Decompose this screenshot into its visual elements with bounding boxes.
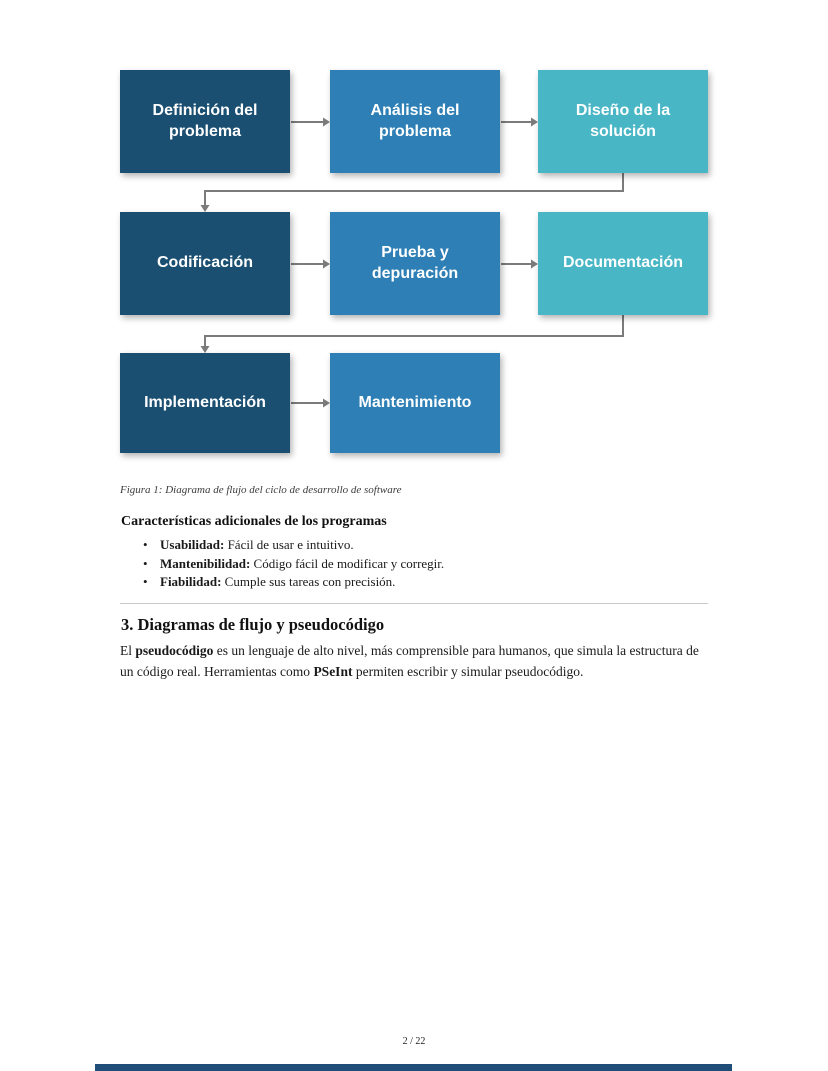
arrowhead-icon — [201, 205, 210, 212]
page-number: 2 / 22 — [402, 1036, 426, 1047]
figure-caption: Figura 1: Diagrama de flujo del ciclo de desarrollo de software — [120, 484, 402, 496]
bullet-label: Usabilidad: — [160, 537, 225, 552]
list-item — [120, 575, 710, 589]
bullet-marker: • — [143, 574, 148, 589]
section-divider — [120, 603, 708, 604]
elbow-connector — [205, 173, 623, 205]
arrowhead-icon — [531, 260, 538, 269]
next-page-top-edge — [95, 1064, 732, 1071]
paragraph — [120, 640, 712, 682]
flowchart-box-definicion-del-problema: Definición del problema — [120, 70, 290, 173]
list-item — [120, 538, 710, 552]
flowchart-box-implementacion: Implementación — [120, 353, 290, 453]
elbow-connector — [205, 315, 623, 346]
flowchart-box-mantenimiento: Mantenimiento — [330, 353, 500, 453]
section-heading-caracteristicas: Características adicionales de los programas — [121, 514, 387, 529]
bullet-marker: • — [143, 537, 148, 552]
flowchart-box-analisis-del-problema: Análisis del problema — [330, 70, 500, 173]
bullet-text — [160, 557, 444, 571]
bullet-body: Cumple sus tareas con precisión. — [221, 574, 396, 589]
section-heading-diagramas: 3. Diagramas de flujo y pseudocódigo — [121, 615, 385, 634]
flowchart-box-prueba-y-depuracion: Prueba y depuración — [330, 212, 500, 315]
flowchart-box-diseno-de-la-solucion: Diseño de la solución — [538, 70, 708, 173]
arrowhead-icon — [323, 399, 330, 408]
flowchart-box-documentacion: Documentación — [538, 212, 708, 315]
flowchart-box-codificacion: Codificación — [120, 212, 290, 315]
bullet-body: Código fácil de modificar y corregir. — [250, 555, 445, 571]
arrowhead-icon — [201, 346, 210, 353]
arrowhead-icon — [323, 260, 330, 269]
paragraph-text: El — [120, 643, 136, 658]
paragraph-text: es un lenguaje de alto nivel, más comprensible para humanos, que simula la estructura de un código real. Herramientas como — [120, 643, 699, 679]
bullet-text — [160, 575, 395, 589]
arrowhead-icon — [323, 118, 330, 127]
paragraph-bold: pseudocódigo — [135, 643, 214, 658]
bullet-label: Fiabilidad: — [160, 574, 222, 589]
paragraph-text: permiten escribir y simular pseudocódigo. — [352, 664, 584, 679]
bullet-label: Mantenibilidad: — [160, 555, 251, 571]
bullet-marker: • — [143, 555, 148, 571]
arrowhead-icon — [531, 118, 538, 127]
bullet-text — [160, 538, 354, 552]
paragraph-bold: PSeInt — [313, 664, 353, 679]
bullet-body: Fácil de usar e intuitivo. — [224, 537, 354, 552]
list-item — [120, 557, 710, 571]
bullet-list — [120, 538, 710, 594]
